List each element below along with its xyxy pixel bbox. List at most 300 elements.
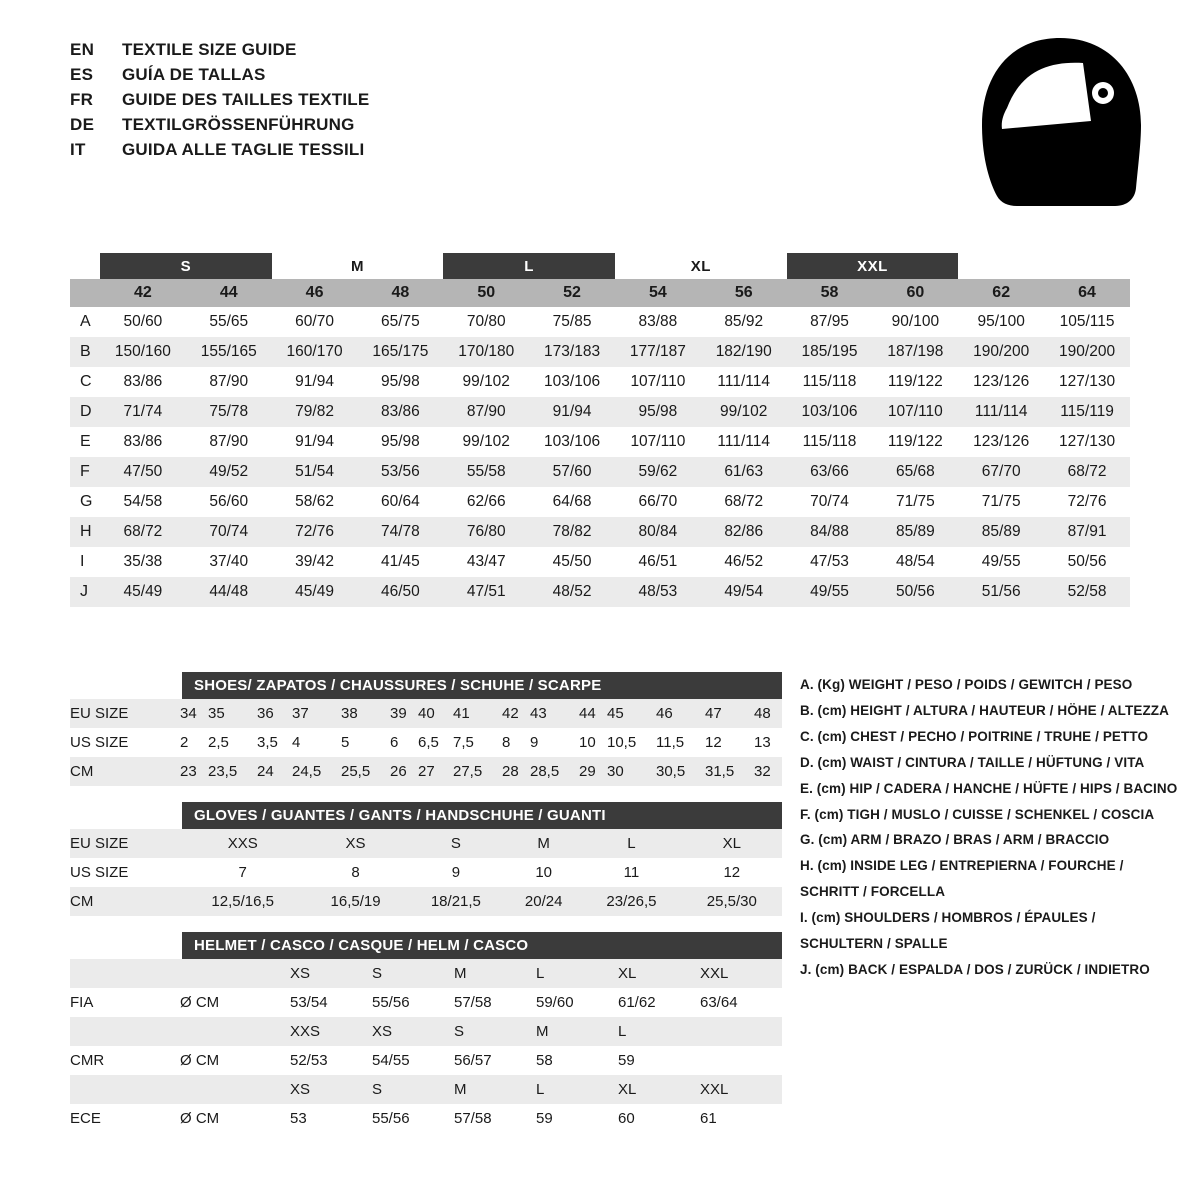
helmet-ece-unit: Ø CM	[180, 1104, 290, 1133]
group-blank-2	[958, 253, 1044, 279]
cell: 52/58	[1044, 577, 1130, 607]
table-row	[70, 1104, 782, 1133]
cell: 85/89	[872, 517, 958, 547]
cell: 66/70	[615, 487, 701, 517]
table-row	[70, 1075, 782, 1104]
cell: 103/106	[529, 427, 615, 457]
cell: 2,5	[208, 728, 257, 757]
cell: 82/86	[701, 517, 787, 547]
cell: XS	[372, 1017, 454, 1046]
cell: M	[506, 829, 581, 858]
table-row	[70, 757, 782, 786]
helmet-ece-unit-blank	[180, 1075, 290, 1104]
cell: 10,5	[607, 728, 656, 757]
cell: 58/62	[272, 487, 358, 517]
cell: 103/106	[787, 397, 873, 427]
cell: 68/72	[701, 487, 787, 517]
cell: 83/86	[100, 367, 186, 397]
cell: 71/75	[872, 487, 958, 517]
cell: 63/66	[787, 457, 873, 487]
cell: 59	[618, 1046, 700, 1075]
cell: 47	[705, 699, 754, 728]
cell: XXS	[180, 829, 305, 858]
cell: 30,5	[656, 757, 705, 786]
gloves-cm-label: CM	[70, 887, 180, 916]
cell: 75/78	[186, 397, 272, 427]
helmet-cmr-unit-blank	[180, 1017, 290, 1046]
cell: 107/110	[615, 427, 701, 457]
cell: 53/56	[357, 457, 443, 487]
cell: 56/60	[186, 487, 272, 517]
helmet-cmr-label: CMR	[70, 1046, 180, 1075]
cell: 85/89	[958, 517, 1044, 547]
cell: 46/50	[357, 577, 443, 607]
cell: 27	[418, 757, 453, 786]
cell: 24	[257, 757, 292, 786]
cell: 61/62	[618, 988, 700, 1017]
cell: 83/86	[100, 427, 186, 457]
cell: 8	[502, 728, 530, 757]
cell: 41	[453, 699, 502, 728]
cell: 48/52	[529, 577, 615, 607]
cell: 11,5	[656, 728, 705, 757]
cell: 49/55	[958, 547, 1044, 577]
gloves-section	[70, 802, 782, 916]
cell: 43/47	[443, 547, 529, 577]
row-label-j: J	[70, 577, 100, 607]
cell: 119/122	[872, 427, 958, 457]
size-header-blank	[70, 279, 100, 307]
size-42: 42	[100, 279, 186, 307]
cell: XL	[618, 959, 700, 988]
cell: 35/38	[100, 547, 186, 577]
shoes-section	[70, 672, 782, 786]
cell: 20/24	[506, 887, 581, 916]
cell: S	[454, 1017, 536, 1046]
cell: XL	[682, 829, 782, 858]
legend-item-h-cont: SCHRITT / FORCELLA	[800, 884, 946, 900]
cell: 99/102	[701, 397, 787, 427]
cell: 123/126	[958, 427, 1044, 457]
helmet-ece-header-blank	[70, 1075, 180, 1104]
header-title-fr: GUIDE DES TAILLES TEXTILE	[122, 90, 370, 109]
helmet-cmr-unit: Ø CM	[180, 1046, 290, 1075]
cell: S	[406, 829, 506, 858]
cell: M	[536, 1017, 618, 1046]
cell: 8	[305, 858, 405, 887]
cell: 74/78	[357, 517, 443, 547]
cell: 60	[618, 1104, 700, 1133]
cell: 87/90	[186, 367, 272, 397]
legend-item-j: J. (cm) BACK / ESPALDA / DOS / ZURÜCK / INDIETRO	[800, 961, 1150, 977]
header-lang-es: ES	[70, 65, 94, 84]
cell: 45/50	[529, 547, 615, 577]
cell: M	[454, 959, 536, 988]
cell	[700, 1017, 782, 1046]
cell: 55/56	[372, 988, 454, 1017]
cell: 57/58	[454, 1104, 536, 1133]
table-row	[70, 1046, 782, 1075]
cell: 53	[290, 1104, 372, 1133]
cell: 48	[754, 699, 782, 728]
cell: 84/88	[787, 517, 873, 547]
cell: 48/53	[615, 577, 701, 607]
helmet-fia-label: FIA	[70, 988, 180, 1017]
cell: S	[372, 959, 454, 988]
cell: 28,5	[530, 757, 579, 786]
cell: 170/180	[443, 337, 529, 367]
cell: 63/64	[700, 988, 782, 1017]
helmet-fia-unit-blank	[180, 959, 290, 988]
header-lang-fr: FR	[70, 90, 94, 109]
cell: 27,5	[453, 757, 502, 786]
cell: XS	[290, 959, 372, 988]
table-row	[70, 547, 1130, 577]
cell: 39/42	[272, 547, 358, 577]
cell: 83/88	[615, 307, 701, 337]
group-xxl: XXL	[787, 253, 959, 279]
cell: 5	[341, 728, 390, 757]
cell: 87/91	[1044, 517, 1130, 547]
cell: 51/56	[958, 577, 1044, 607]
cell: 37	[292, 699, 341, 728]
cell: 59	[536, 1104, 618, 1133]
header-title-it: GUIDA ALLE TAGLIE TESSILI	[122, 140, 365, 159]
cell: 61	[700, 1104, 782, 1133]
cell: 105/115	[1044, 307, 1130, 337]
cell: 48/54	[872, 547, 958, 577]
cell: 49/54	[701, 577, 787, 607]
cell: 111/114	[958, 397, 1044, 427]
cell: 71/74	[100, 397, 186, 427]
cell: 53/54	[290, 988, 372, 1017]
header-lang-en: EN	[70, 40, 95, 59]
cell: 46/51	[615, 547, 701, 577]
cell: XL	[618, 1075, 700, 1104]
cell: 45/49	[272, 577, 358, 607]
cell: XXL	[700, 959, 782, 988]
legend-item-c: C. (cm) CHEST / PECHO / POITRINE / TRUHE / PETTO	[800, 728, 1149, 744]
row-label-i: I	[70, 547, 100, 577]
header-row	[70, 140, 369, 165]
cell: 30	[607, 757, 656, 786]
cell: 25,5/30	[682, 887, 782, 916]
size-46: 46	[272, 279, 358, 307]
cell: 3,5	[257, 728, 292, 757]
cell: 127/130	[1044, 367, 1130, 397]
cell: 55/65	[186, 307, 272, 337]
cell: 107/110	[872, 397, 958, 427]
helmet-cmr-header-blank	[70, 1017, 180, 1046]
cell: 42	[502, 699, 530, 728]
cell: 107/110	[615, 367, 701, 397]
cell: 40	[418, 699, 453, 728]
cell: 55/58	[443, 457, 529, 487]
size-62: 62	[958, 279, 1044, 307]
shoes-table	[70, 699, 782, 786]
textile-size-table	[70, 253, 1130, 607]
cell: 59/62	[615, 457, 701, 487]
table-row	[70, 728, 782, 757]
helmet-fia-unit: Ø CM	[180, 988, 290, 1017]
cell: 49/55	[787, 577, 873, 607]
size-58: 58	[787, 279, 873, 307]
cell: 31,5	[705, 757, 754, 786]
size-group-row	[70, 253, 1130, 279]
table-row	[70, 829, 782, 858]
cell: 43	[530, 699, 579, 728]
legend-item-b: B. (cm) HEIGHT / ALTURA / HAUTEUR / HÖHE / ALTEZZA	[800, 702, 1169, 718]
table-row	[70, 887, 782, 916]
cell: S	[372, 1075, 454, 1104]
cell: 36	[257, 699, 292, 728]
cell: M	[454, 1075, 536, 1104]
cell: 68/72	[100, 517, 186, 547]
table-row	[70, 307, 1130, 337]
cell: 52/53	[290, 1046, 372, 1075]
cell: 7,5	[453, 728, 502, 757]
cell: 99/102	[443, 367, 529, 397]
cell: 87/90	[186, 427, 272, 457]
cell: 4	[292, 728, 341, 757]
cell: 45/49	[100, 577, 186, 607]
cell: 12	[705, 728, 754, 757]
cell: 54/58	[100, 487, 186, 517]
cell: 35	[208, 699, 257, 728]
cell: 67/70	[958, 457, 1044, 487]
cell: 13	[754, 728, 782, 757]
cell: 85/92	[701, 307, 787, 337]
cell: 64/68	[529, 487, 615, 517]
table-row	[70, 337, 1130, 367]
cell: 50/56	[1044, 547, 1130, 577]
cell: 6,5	[418, 728, 453, 757]
cell: 47/53	[787, 547, 873, 577]
cell: 24,5	[292, 757, 341, 786]
cell: 111/114	[701, 367, 787, 397]
cell: 150/160	[100, 337, 186, 367]
cell: 177/187	[615, 337, 701, 367]
cell: 68/72	[1044, 457, 1130, 487]
helmet-fia-header-blank	[70, 959, 180, 988]
table-row	[70, 699, 782, 728]
table-row	[70, 1017, 782, 1046]
size-54: 54	[615, 279, 701, 307]
cell: 76/80	[443, 517, 529, 547]
header-row	[70, 40, 369, 65]
row-label-b: B	[70, 337, 100, 367]
cell: 190/200	[958, 337, 1044, 367]
cell: 58	[536, 1046, 618, 1075]
cell: 44/48	[186, 577, 272, 607]
cell: 95/98	[357, 427, 443, 457]
cell: 47/50	[100, 457, 186, 487]
table-row	[70, 397, 1130, 427]
cell: 50/56	[872, 577, 958, 607]
cell: 80/84	[615, 517, 701, 547]
cell: 6	[390, 728, 418, 757]
cell: 57/60	[529, 457, 615, 487]
cell: 39	[390, 699, 418, 728]
cell: 187/198	[872, 337, 958, 367]
cell: 46/52	[701, 547, 787, 577]
cell: 47/51	[443, 577, 529, 607]
cell: 60/64	[357, 487, 443, 517]
header-title-de: TEXTILGRÖSSENFÜHRUNG	[122, 115, 355, 134]
cell: 83/86	[357, 397, 443, 427]
cell: XXS	[290, 1017, 372, 1046]
size-48: 48	[357, 279, 443, 307]
cell: 70/74	[186, 517, 272, 547]
cell: 11	[581, 858, 681, 887]
cell: 182/190	[701, 337, 787, 367]
cell: 78/82	[529, 517, 615, 547]
cell: 103/106	[529, 367, 615, 397]
gloves-us-label: US SIZE	[70, 858, 180, 887]
legend-item-i-cont: SCHULTERN / SPALLE	[800, 936, 948, 952]
cell: 7	[180, 858, 305, 887]
cell: 95/98	[615, 397, 701, 427]
cell: 95/100	[958, 307, 1044, 337]
helmet-ece-label: ECE	[70, 1104, 180, 1133]
table-row	[70, 367, 1130, 397]
size-60: 60	[872, 279, 958, 307]
row-label-d: D	[70, 397, 100, 427]
cell: 115/119	[1044, 397, 1130, 427]
header-row	[70, 65, 369, 90]
cell: 90/100	[872, 307, 958, 337]
size-56: 56	[701, 279, 787, 307]
header-title-en: TEXTILE SIZE GUIDE	[122, 40, 297, 59]
header	[70, 40, 369, 165]
cell: L	[581, 829, 681, 858]
cell: 91/94	[272, 367, 358, 397]
cell: 45	[607, 699, 656, 728]
cell: 71/75	[958, 487, 1044, 517]
cell: 65/68	[872, 457, 958, 487]
cell: 54/55	[372, 1046, 454, 1075]
cell: 65/75	[357, 307, 443, 337]
legend-item-f: F. (cm) TIGH / MUSLO / CUISSE / SCHENKEL / COSCIA	[800, 806, 1155, 822]
cell: 49/52	[186, 457, 272, 487]
cell: 55/56	[372, 1104, 454, 1133]
cell: L	[536, 959, 618, 988]
cell: 173/183	[529, 337, 615, 367]
legend-item-d: D. (cm) WAIST / CINTURA / TAILLE / HÜFTUNG / VITA	[800, 754, 1145, 770]
cell: 18/21,5	[406, 887, 506, 916]
cell: 12	[682, 858, 782, 887]
legend-item-g: G. (cm) ARM / BRAZO / BRAS / ARM / BRACCIO	[800, 832, 1110, 848]
cell: 99/102	[443, 427, 529, 457]
size-52: 52	[529, 279, 615, 307]
cell: XS	[305, 829, 405, 858]
header-lang-it: IT	[70, 140, 86, 159]
cell: 10	[506, 858, 581, 887]
cell: 41/45	[357, 547, 443, 577]
table-row	[70, 577, 1130, 607]
cell: 28	[502, 757, 530, 786]
legend-item-i: I. (cm) SHOULDERS / HOMBROS / ÉPAULES /	[800, 910, 1096, 926]
cell: 111/114	[701, 427, 787, 457]
header-lang-de: DE	[70, 115, 95, 134]
helmet-section	[70, 932, 782, 1133]
row-label-g: G	[70, 487, 100, 517]
legend-item-a: A. (Kg) WEIGHT / PESO / POIDS / GEWITCH / PESO	[800, 677, 1133, 692]
shoes-eu-label: EU SIZE	[70, 699, 180, 728]
cell: 9	[406, 858, 506, 887]
group-s: S	[100, 253, 272, 279]
cell: 46	[656, 699, 705, 728]
legend-item-h: H. (cm) INSIDE LEG / ENTREPIERNA / FOURCHE /	[800, 858, 1124, 874]
cell: 50/60	[100, 307, 186, 337]
cell: 115/118	[787, 427, 873, 457]
cell: 25,5	[341, 757, 390, 786]
cell: 29	[579, 757, 607, 786]
legend-item-e: E. (cm) HIP / CADERA / HANCHE / HÜFTE / HIPS / BACINO	[800, 780, 1178, 796]
cell: 127/130	[1044, 427, 1130, 457]
table-row	[70, 427, 1130, 457]
cell: 70/74	[787, 487, 873, 517]
gloves-eu-label: EU SIZE	[70, 829, 180, 858]
table-row	[70, 959, 782, 988]
row-label-c: C	[70, 367, 100, 397]
row-label-f: F	[70, 457, 100, 487]
cell: 185/195	[787, 337, 873, 367]
cell: 115/118	[787, 367, 873, 397]
table-row	[70, 988, 782, 1017]
row-label-h: H	[70, 517, 100, 547]
helmet-icon	[975, 33, 1145, 213]
size-50: 50	[443, 279, 529, 307]
cell: L	[618, 1017, 700, 1046]
cell: 70/80	[443, 307, 529, 337]
cell: 72/76	[272, 517, 358, 547]
cell: 165/175	[357, 337, 443, 367]
group-blank	[70, 253, 100, 279]
cell: 44	[579, 699, 607, 728]
cell: 57/58	[454, 988, 536, 1017]
cell: 26	[390, 757, 418, 786]
header-row	[70, 90, 369, 115]
group-xl: XL	[615, 253, 787, 279]
gloves-table	[70, 829, 782, 916]
cell: 51/54	[272, 457, 358, 487]
cell: 95/98	[357, 367, 443, 397]
cell: 9	[530, 728, 579, 757]
cell: 87/90	[443, 397, 529, 427]
cell: 34	[180, 699, 208, 728]
shoes-us-label: US SIZE	[70, 728, 180, 757]
cell: 56/57	[454, 1046, 536, 1075]
cell	[700, 1046, 782, 1075]
cell: 62/66	[443, 487, 529, 517]
cell: 32	[754, 757, 782, 786]
cell: 79/82	[272, 397, 358, 427]
size-44: 44	[186, 279, 272, 307]
cell: 190/200	[1044, 337, 1130, 367]
group-m: M	[272, 253, 444, 279]
cell: 61/63	[701, 457, 787, 487]
cell: 155/165	[186, 337, 272, 367]
cell: 75/85	[529, 307, 615, 337]
helmet-title: HELMET / CASCO / CASQUE / HELM / CASCO	[182, 932, 782, 959]
cell: 119/122	[872, 367, 958, 397]
shoes-cm-label: CM	[70, 757, 180, 786]
measurement-legend	[800, 672, 1190, 983]
cell: 2	[180, 728, 208, 757]
cell: 60/70	[272, 307, 358, 337]
table-row	[70, 487, 1130, 517]
